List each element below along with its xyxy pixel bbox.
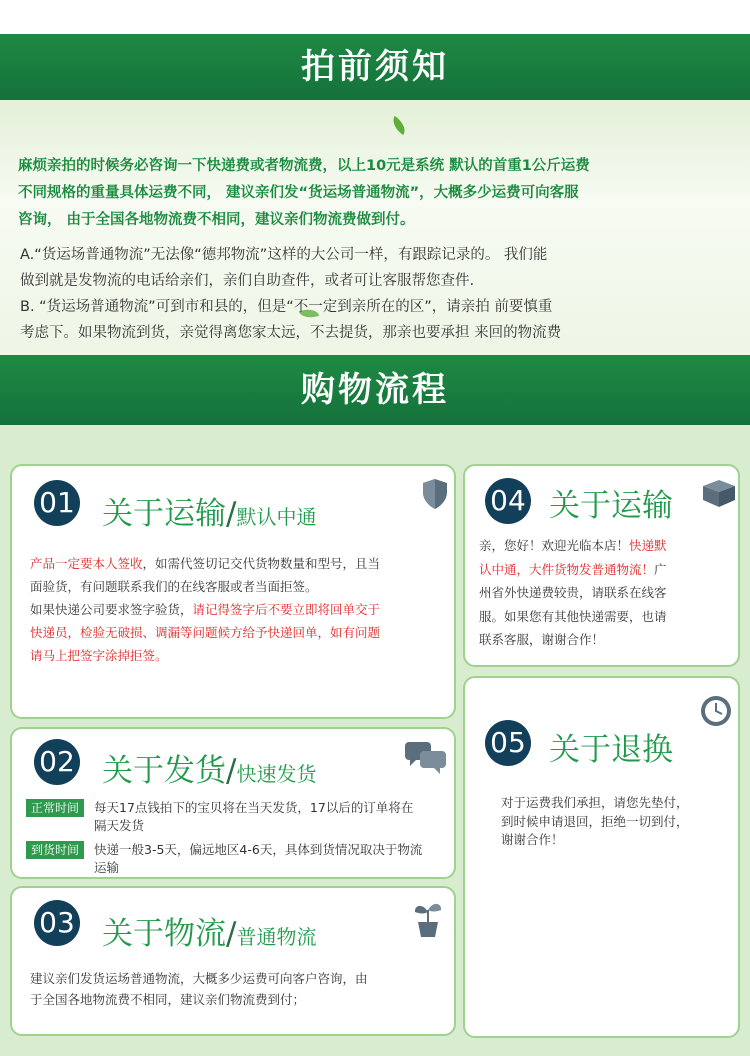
card-title: [102, 908, 316, 953]
card-title-slash: /: [226, 753, 237, 789]
card-title: [549, 480, 673, 525]
leaf-icon: [388, 116, 409, 135]
notice-body-line: B. “货运场普通物流”可到市和县的，但是“不一定到亲所在的区”，请亲拍 前要慎重: [20, 299, 553, 315]
tag-arrival-time: 到货时间: [26, 841, 84, 859]
text-black: 面验货，有问题联系我们的在线客服或者当面拒签。: [30, 579, 318, 594]
card-subtitle: 普通物流: [236, 925, 317, 949]
step-number: 04: [485, 478, 531, 524]
card-logistics: [10, 886, 456, 1036]
card-body: [30, 552, 450, 667]
card-title-main: 关于运输: [102, 496, 226, 532]
card-shipping-info: [463, 464, 740, 667]
text-red: 请记得签字后不要立即将回单交于: [192, 602, 381, 617]
process-title: 购物流程: [301, 370, 449, 410]
text-black: 联系客服，谢谢合作！: [479, 632, 605, 647]
card-body: [501, 794, 737, 850]
text-black: 如果快递公司要求签字验货，: [30, 602, 193, 617]
notice-highlight-line: 麻烦亲拍的时候务必咨询一下快递费或者物流费，以上10元是系统 默认的首重1公斤运费: [18, 158, 590, 174]
notice-body-line: A.“货运场普通物流”无法像“德邦物流”这样的大公司一样，有跟踪记录的。 我们能: [20, 247, 548, 263]
card-title: [549, 724, 673, 769]
text-red: 请马上把签字涂掉拒签。: [30, 648, 168, 663]
step-number: 03: [34, 900, 80, 946]
card-title-main: 关于物流: [102, 916, 226, 952]
card-body: [26, 799, 446, 883]
card-shipping-default: [10, 464, 456, 719]
card-dispatch: [10, 727, 456, 879]
box-icon: [701, 478, 737, 508]
notice-banner: [0, 34, 750, 100]
notice-highlight: [18, 153, 718, 234]
text-black: ，如需代签切记交代货物数量和型号，且当: [142, 556, 381, 571]
tag-normal-time: 正常时间: [26, 799, 84, 817]
card-body: [479, 534, 734, 652]
notice-body-line: 做到就是发物流的电话给亲们，亲们自助查件，或者可让客服帮您查件.: [20, 273, 475, 289]
card-title-main: 关于退换: [549, 732, 673, 768]
text-red: 快递员，检验无破损、调漏等问题候方给予快递回单，如有问题: [30, 625, 381, 640]
text-black: 亲，您好！欢迎光临本店！: [479, 538, 630, 553]
text-black: 谢谢合作！: [501, 832, 564, 847]
shield-icon: [422, 478, 448, 510]
text-red: 认中通，大件货物发普通物流！: [479, 561, 655, 577]
notice-highlight-line: 咨询， 由于全国各地物流费不相同，建议亲们物流费做到付。: [18, 212, 415, 228]
text-black: 到时候申请退回，拒绝一切到付，: [501, 813, 689, 829]
card-subtitle: 快速发货: [236, 762, 317, 786]
notice-title: 拍前须知: [301, 47, 449, 87]
card-title: [102, 745, 316, 790]
text-black: 每天17点钱拍下的宝贝将在当天发货，17以后的订单将在隔天发货: [94, 800, 414, 833]
text-black: 于全国各地物流费不相同，建议亲们物流费到付；: [30, 992, 306, 1007]
step-number: 02: [34, 739, 80, 785]
text-black: 快递一般3-5天，偏远地区4-6天，具体到货情况取决于物流运输: [94, 842, 423, 875]
text-black: 服。如果您有其他快递需要，也请: [479, 608, 667, 624]
process-banner: [0, 355, 750, 425]
text-black: 建议亲们发货运场普通物流，大概多少运费可向客户咨询，由: [30, 971, 368, 986]
card-title-slash: /: [226, 496, 237, 532]
text-black: 对于运费我们承担，请您先垫付，: [501, 795, 689, 810]
card-title-main: 关于发货: [102, 753, 226, 789]
step-number: 05: [485, 720, 531, 766]
chat-bubbles-icon: [404, 741, 448, 775]
text-black: 广: [654, 561, 667, 577]
card-title-slash: /: [226, 916, 237, 952]
text-black: 州省外快递费较贵，请联系在线客: [479, 585, 667, 600]
text-red: 产品一定要本人签收: [30, 556, 143, 571]
step-number: 01: [34, 480, 80, 526]
notice-body: [20, 242, 720, 346]
notice-body-line: 考虑下。如果物流到货，亲觉得离您家太远，不去提货，那亲也要承担 来回的物流费: [20, 325, 562, 341]
potted-plant-icon: [412, 900, 444, 938]
card-body: [30, 968, 450, 1010]
card-returns: [463, 676, 740, 1038]
notice-highlight-line: 不同规格的重量具体运费不同， 建议亲们发“货运场普通物流”，大概多少运费可向客服: [18, 185, 579, 201]
notice-section: [0, 100, 750, 355]
clock-icon: [699, 694, 733, 728]
card-subtitle: 默认中通: [236, 505, 317, 529]
card-title: [102, 488, 316, 533]
text-red: 快递默: [629, 538, 667, 553]
card-title-main: 关于运输: [549, 488, 673, 524]
